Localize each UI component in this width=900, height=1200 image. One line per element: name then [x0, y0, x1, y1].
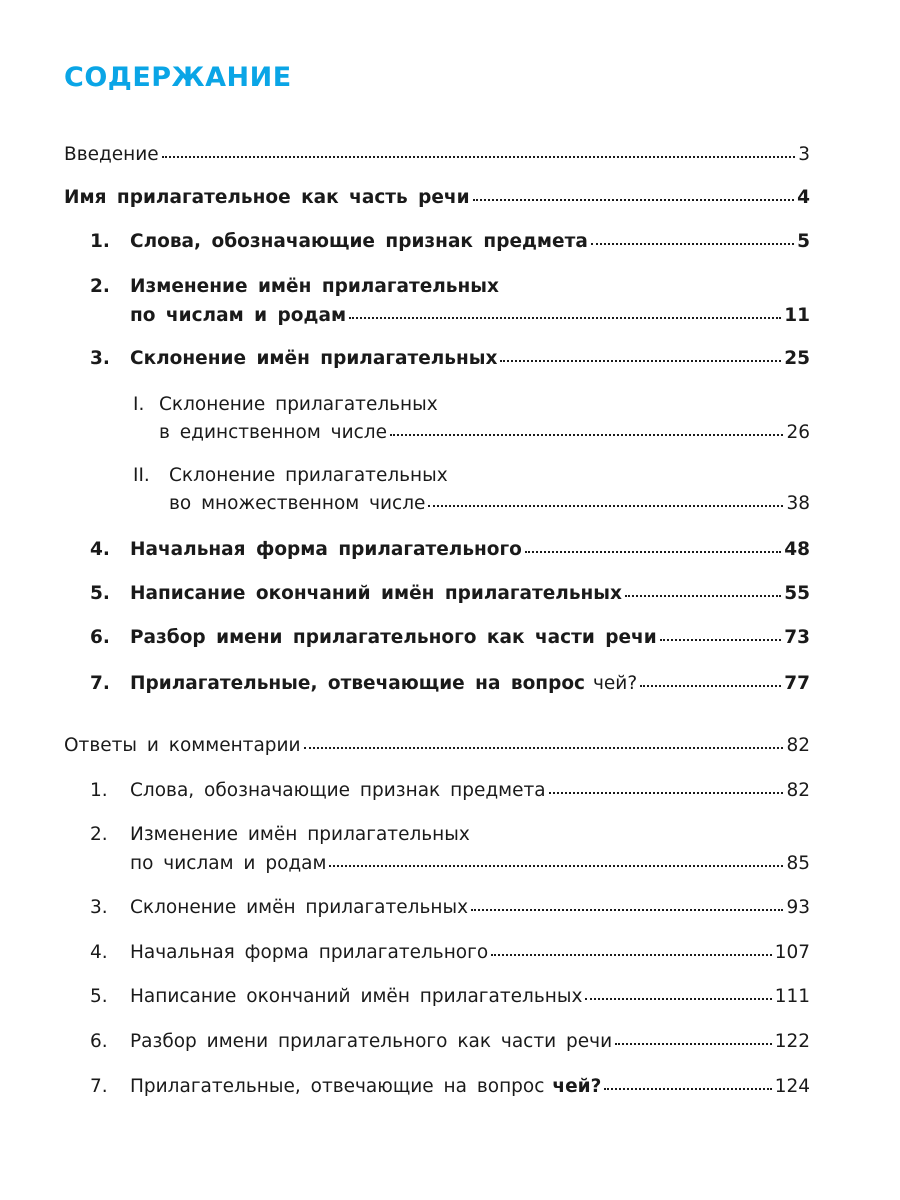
toc-number: 4.: [90, 942, 108, 963]
toc-number: I.: [133, 394, 145, 415]
toc-entry-answers-4[interactable]: [90, 944, 810, 963]
toc-entry-chapter-2-line1: [90, 278, 499, 297]
dot-leader: [625, 595, 781, 597]
toc-label: Введение: [64, 144, 159, 165]
dot-leader: [349, 317, 781, 319]
toc-label: Склонение имён прилагательных: [130, 897, 469, 918]
toc-label: Написание окончаний имён прилагательных: [130, 583, 622, 604]
dot-leader: [640, 685, 781, 687]
toc-page-number: 82: [786, 735, 810, 756]
toc-label: Слова, обозначающие признак предмета: [130, 231, 588, 252]
toc-label: во множественном числе: [169, 493, 426, 514]
dot-leader: [660, 639, 782, 641]
toc-entry-subsection-1[interactable]: [159, 424, 810, 443]
toc-number: 1.: [90, 780, 108, 801]
toc-page-number: 111: [774, 986, 810, 1007]
dot-leader: [428, 505, 783, 507]
toc-number: 7.: [90, 673, 110, 694]
toc-number: 5.: [90, 986, 108, 1007]
toc-label: в единственном числе: [159, 422, 387, 443]
toc-number: 3.: [90, 348, 110, 369]
toc-entry-chapter-4[interactable]: [90, 541, 810, 560]
dot-leader: [615, 1043, 772, 1045]
dot-leader: [304, 747, 784, 749]
toc-number: 2.: [90, 276, 110, 297]
dot-leader: [473, 199, 795, 201]
toc-entry-intro[interactable]: [64, 146, 810, 165]
toc-entry-answers[interactable]: [64, 737, 810, 756]
toc-number: 1.: [90, 231, 110, 252]
toc-label-question: чей?: [593, 673, 638, 694]
toc-entry-answers-2[interactable]: [130, 855, 810, 874]
toc-label-line1: Склонение прилагательных: [159, 394, 438, 415]
toc-label: по числам и родам: [130, 305, 347, 326]
toc-page-number: 73: [784, 627, 810, 648]
dot-leader: [525, 551, 781, 553]
toc-page-number: 107: [774, 942, 810, 963]
toc-label: Слова, обозначающие признак предмета: [130, 780, 546, 801]
dot-leader: [471, 909, 783, 911]
toc-label: Разбор имени прилагательного как части речи: [130, 1031, 613, 1052]
toc-entry-subsection-2[interactable]: [169, 495, 810, 514]
toc-page-number: 4: [797, 187, 810, 208]
toc-label: Начальная форма прилагательного: [130, 539, 522, 560]
toc-number: II.: [133, 465, 150, 486]
toc-page-number: 26: [786, 422, 810, 443]
toc-page-number: 11: [784, 305, 810, 326]
dot-leader: [162, 156, 796, 158]
toc-number: 4.: [90, 539, 110, 560]
dot-leader: [591, 243, 794, 245]
toc-page-number: 48: [784, 539, 810, 560]
dot-leader: [604, 1088, 771, 1090]
dot-leader: [390, 434, 783, 436]
toc-entry-answers-2-line1: [90, 826, 470, 845]
toc-entry-chapter-1[interactable]: [90, 233, 810, 252]
dot-leader: [500, 360, 781, 362]
toc-page-number: 122: [774, 1031, 810, 1052]
toc-label: Ответы и комментарии: [64, 735, 301, 756]
toc-label: Имя прилагательное как часть речи: [64, 187, 470, 208]
toc-page-number: 85: [786, 853, 810, 874]
toc-entry-answers-6[interactable]: [90, 1033, 810, 1052]
toc-number: 6.: [90, 1031, 108, 1052]
toc-label-line1: Склонение прилагательных: [169, 465, 448, 486]
toc-number: 2.: [90, 824, 108, 845]
page-title: СОДЕРЖАНИЕ: [64, 62, 292, 93]
toc-page-number: 55: [784, 583, 810, 604]
toc-page-number: 25: [784, 348, 810, 369]
toc-entry-chapter-2[interactable]: [130, 307, 810, 326]
toc-entry-chapter-6[interactable]: [90, 629, 810, 648]
toc-entry-part-heading[interactable]: [64, 189, 810, 208]
toc-label: Прилагательные, отвечающие на вопрос: [130, 1076, 545, 1097]
toc-page-number: 82: [786, 780, 810, 801]
toc-number: 5.: [90, 583, 110, 604]
toc-label-line1: Изменение имён прилагательных: [130, 824, 470, 845]
toc-number: 3.: [90, 897, 108, 918]
toc-label-line1: Изменение имён прилагательных: [130, 276, 499, 297]
toc-label: Написание окончаний имён прилагательных: [130, 986, 583, 1007]
toc-entry-answers-7[interactable]: [90, 1078, 810, 1097]
toc-label: по числам и родам: [130, 853, 327, 874]
toc-entry-answers-3[interactable]: [90, 899, 810, 918]
dot-leader: [329, 865, 783, 867]
toc-entry-answers-1[interactable]: [90, 782, 810, 801]
toc-entry-subsection-1-line1: [133, 396, 438, 415]
toc-page-number: 93: [786, 897, 810, 918]
toc-page-number: 3: [798, 144, 810, 165]
toc-page-number: 5: [797, 231, 810, 252]
toc-page-number: 77: [784, 673, 810, 694]
toc-number: 7.: [90, 1076, 108, 1097]
toc-page-number: 38: [786, 493, 810, 514]
toc-entry-chapter-5[interactable]: [90, 585, 810, 604]
dot-leader: [549, 792, 784, 794]
dot-leader: [491, 954, 772, 956]
toc-label-question: чей?: [552, 1076, 602, 1097]
toc-page-number: 124: [774, 1076, 810, 1097]
toc-entry-chapter-3[interactable]: [90, 350, 810, 369]
toc-entry-chapter-7[interactable]: [90, 675, 810, 694]
toc-label: Начальная форма прилагательного: [130, 942, 489, 963]
toc-number: 6.: [90, 627, 110, 648]
toc-label: Прилагательные, отвечающие на вопрос: [130, 673, 585, 694]
toc-label: Склонение имён прилагательных: [130, 348, 498, 369]
dot-leader: [585, 998, 771, 1000]
toc-label: Разбор имени прилагательного как части речи: [130, 627, 657, 648]
toc-entry-subsection-2-line1: [133, 467, 448, 486]
toc-entry-answers-5[interactable]: [90, 988, 810, 1007]
